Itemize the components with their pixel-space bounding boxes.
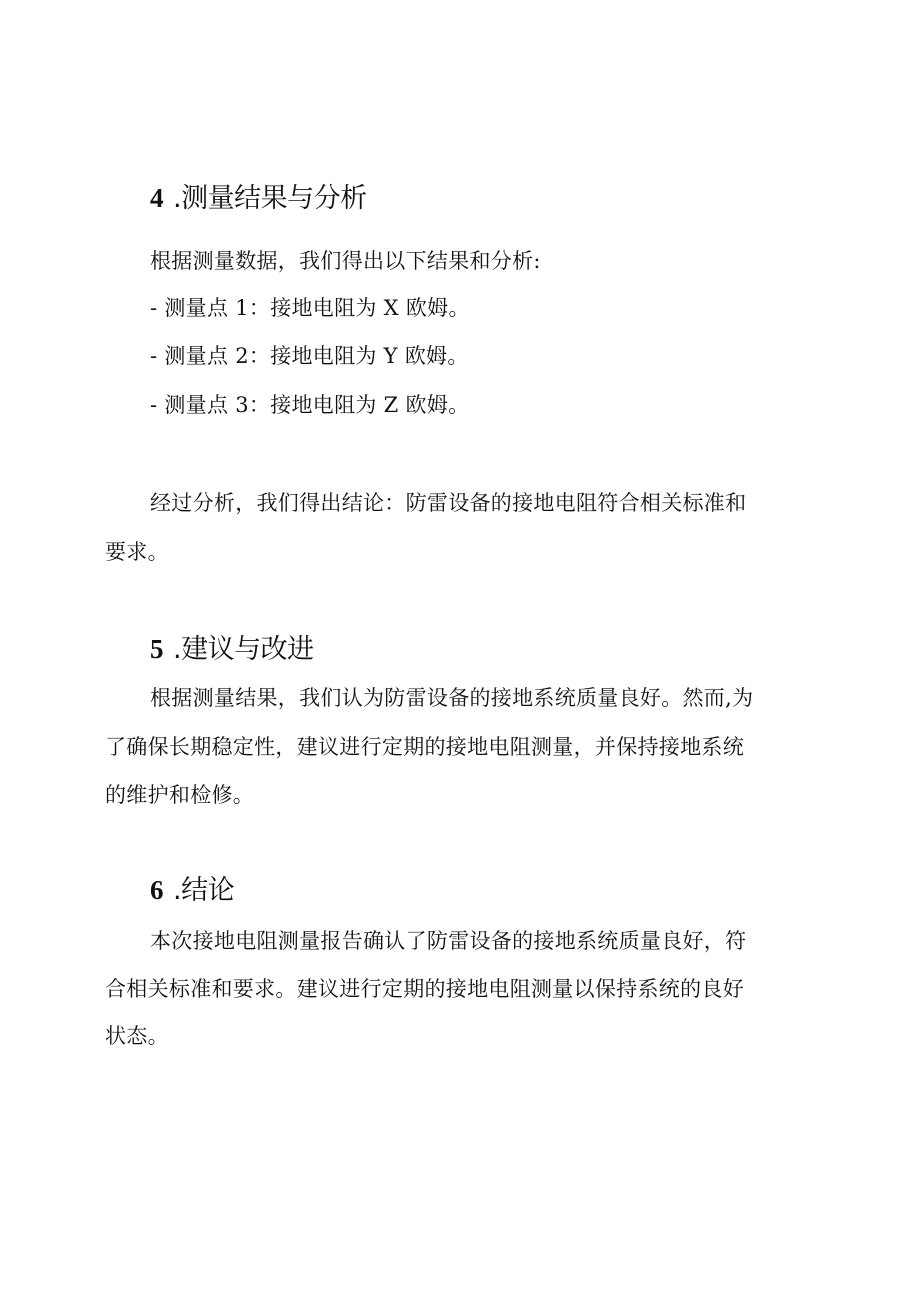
list-item: - 测量点 3：接地电阻为 Z 欧姆。 — [150, 393, 470, 417]
section-5-heading — [150, 627, 314, 666]
section-6-paragraph-line-3: 状态。 — [105, 1024, 169, 1048]
section-4-title: .测量结果与分析 — [173, 183, 367, 214]
section-4-intro: 根据测量数据，我们得出以下结果和分析: — [150, 249, 541, 273]
section-5-number: 5 — [150, 634, 163, 664]
section-6-number: 6 — [150, 875, 163, 905]
section-6-title: .结论 — [173, 875, 235, 906]
section-6-heading — [150, 868, 234, 907]
section-5-paragraph-line-3: 的维护和检修。 — [105, 783, 255, 807]
section-4-conclusion-line-1: 经过分析，我们得出结论：防雷设备的接地电阻符合相关标准和 — [150, 491, 747, 515]
list-item: - 测量点 1：接地电阻为 X 欧姆。 — [150, 296, 470, 320]
section-4-heading — [150, 176, 367, 215]
section-6-paragraph-line-1: 本次接地电阻测量报告确认了防雷设备的接地系统质量良好，符 — [150, 929, 747, 953]
section-5-paragraph-line-2: 了确保长期稳定性，建议进行定期的接地电阻测量，并保持接地系统 — [105, 735, 744, 759]
list-item: - 测量点 2：接地电阻为 Y 欧姆。 — [150, 344, 469, 368]
section-4-number: 4 — [150, 183, 163, 213]
section-4-conclusion-line-2: 要求。 — [105, 540, 169, 564]
section-5-title: .建议与改进 — [173, 634, 314, 665]
section-5-paragraph-line-1: 根据测量结果，我们认为防雷设备的接地系统质量良好。然而,为 — [150, 686, 754, 710]
section-6-paragraph-line-2: 合相关标准和要求。建议进行定期的接地电阻测量以保持系统的良好 — [105, 977, 744, 1001]
